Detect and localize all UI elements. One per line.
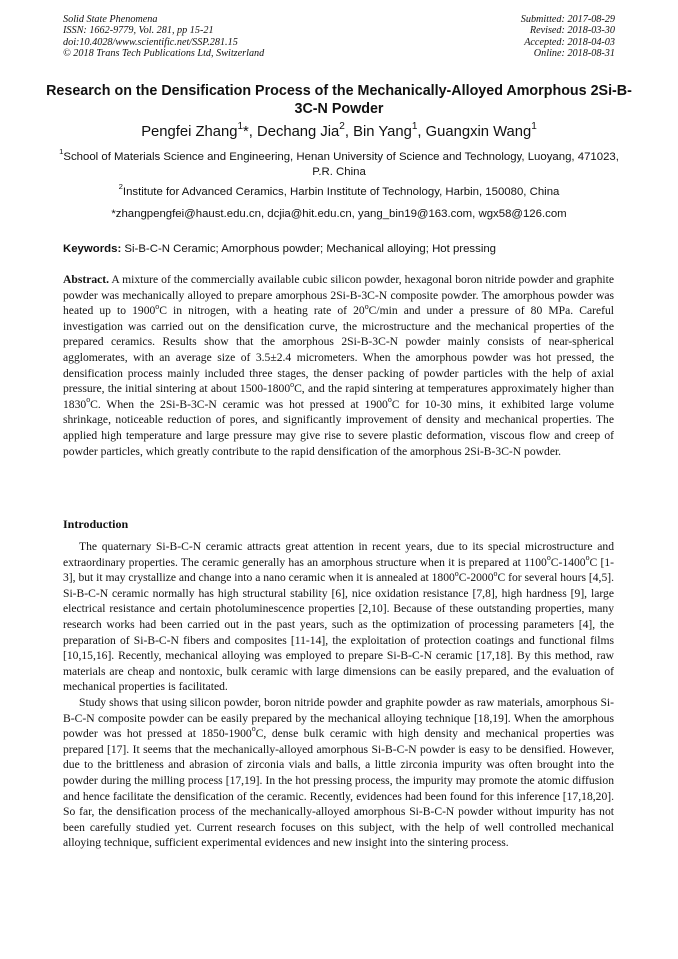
author-list [40,123,638,141]
degree-mark: o [364,301,369,311]
abstract [63,272,614,459]
journal-name: Solid State Phenomena [63,14,158,25]
author-name: Bin Yang [353,124,412,140]
abstract-text: C in nitrogen, with a heating rate of 20 [159,304,365,318]
paragraph-text: C for several hours [4,5]. Si-B-C-N ceramic normally has high structural stability [6], nice oxidation resistance [7,8], high hardness [9], large electrical resistance and certain photoluminescence properties [2,10]. Because of these outstanding properties, many research works had been carried out in the past years, such as the optimization of processing parameters [4], the preparation of Si-B-C-N fibers and composites [11-14], the exploitation of protection coatings and functional films [10,15,16]. Recently, mechanical alloying was employed to prepare Si-B-C-N ceramic [17,18]. By this method, raw materials are cheap and nontoxic, bulk ceramic with large dimensions can be easily prepared, and the evaluation of mechanical properties is facilitated. [63,571,615,694]
paragraph-text: C-1400 [550,555,586,569]
submission-dates [521,14,615,60]
degree-mark: o [585,552,590,562]
abstract-label: Abstract. [63,273,110,286]
author-name: Guangxin Wang [425,124,532,140]
author-separator: , [417,124,426,140]
submitted-date: Submitted: 2017-08-29 [520,14,615,25]
author-separator: , [344,124,354,140]
introduction-body [63,539,614,851]
keywords-label: Keywords: [63,243,122,255]
author-name: Dechang Jia [257,124,340,140]
degree-mark: o [454,568,459,578]
author-name: Pengfei Zhang [141,124,238,140]
abstract-text: C, and the rapid sintering at temperatures approximately higher than 1830 [63,382,614,411]
degree-mark: o [251,724,256,734]
accepted-date: Accepted: 2018-04-03 [524,36,615,48]
revised-date: Revised: 2018-03-30 [529,25,615,37]
degree-mark: o [155,301,160,311]
online-date: Online: 2018-08-31 [533,48,615,60]
introduction-heading: Introduction [63,517,129,531]
doi-line: doi:10.4028/www.scientific.net/SSP.281.15 [63,36,238,48]
author-affiliation-mark: 1 [531,121,537,133]
degree-mark: o [387,395,392,405]
author-affiliation-mark: 1 [411,121,418,133]
affiliation-text: School of Materials Science and Engineering, Henan University of Science and Technology, Luoyang, 471023, P.R. China [63,151,619,179]
author-separator: *, [243,124,258,140]
intro-paragraph-1 [63,539,614,695]
author-affiliation-mark: 1 [237,121,244,133]
author-emails: *zhangpengfei@haust.edu.cn, dcjia@hit.edu.cn, yang_bin19@163.com, wgx58@126.com [111,208,567,220]
paragraph-text: C [1-3], but it may crystallize and change into a nano ceramic when it is annealed at 1800 [63,555,614,585]
paper-title: Research on the Densification Process of the Mechanically-Alloyed Amorphous 2Si-B-3C-N Powder [46,83,632,117]
keywords-line [63,242,615,257]
copyright-line: © 2018 Trans Tech Publications Ltd, Switzerland [63,48,265,60]
paragraph-text: C, dense bulk ceramic with high density and mechanical properties was prepared [17]. It seems that the mechanically-alloyed amorphous Si-B-C-N powder is easy to be densified. However, due to the brittleness and abrasion of zirconia vials and balls, a little zirconia impurity was often brought into the powder during the milling process [17,19]. In the hot pressing process, the impurity may promote the atomic diffusion and hence facilitate the densification of the ceramic. Recently, evidences had been found for this inference [17,18,20]. So far, the densification process of the mechanically-alloyed amorphous Si-B-C-N powder without impurity has not been carefully studied yet. Current research focuses on this subject, with the help of well controlled mechanical alloying technique, sufficient experimental evidences and new insight into the sintering process. [63,727,615,850]
intro-paragraph-2 [63,695,614,851]
paragraph-text: The quaternary Si-B-C-N ceramic attracts great attention in recent years, due to its special microstructure and extraordinary properties. The ceramic generally has an amorphous structure when it is prepared at 1100 [63,540,614,569]
paragraph-text: Study shows that using silicon powder, boron nitride powder and graphite powder as raw materials, amorphous Si-B-C-N composite powder can be easily prepared by the mechanical alloying technique [18,19]. When the amorphous powder was hot pressed at 1850-1900 [63,695,614,741]
abstract-text: C. When the 2Si-B-3C-N ceramic was hot pressed at 1900 [90,397,388,411]
journal-info [63,14,264,60]
affiliation-mark: 1 [59,147,64,157]
issn-line: ISSN: 1662-9779, Vol. 281, pp 15-21 [63,25,214,37]
abstract-text: C for 10-30 mins, it exhibited large volume shrinkage, noticeable reduction of pores, and significantly improvement of density and mechanical properties. The applied high temperature and large pressure may give rise to severe plastic deformation, viscous flow and creep of powder particles, which greatly contribute to the rapid densification of the amorphous 2Si-B-3C-N powder. [63,397,615,458]
affiliation-2 [50,182,628,200]
abstract-text: A mixture of the commercially available cubic silicon powder, hexagonal boron nitride powder and graphite powder was mechanically alloyed to prepare amorphous 2Si-B-3C-N composite powder. The amorphous powder was heated up to 1900 [63,273,614,318]
keywords-text: Si-B-C-N Ceramic; Amorphous powder; Mechanical alloying; Hot pressing [124,243,497,255]
abstract-text: C/min and under a pressure of 80 MPa. Careful investigation was carried out on the densification curve, the microstructure and the mechanical properties of the prepared ceramics. Results show that the amorphous 2Si-B-3C-N powder mainly consists of near-spherical agglomerates, with an average size of 3.5±2.4 micrometers. When the amorphous powder was hot pressed, the densification process mainly included three stages, the denser packing of powder particles with the help of axial pressure, the initial sintering at about 1500-1800 [63,304,614,396]
degree-mark: o [290,379,295,389]
degree-mark: o [546,552,551,562]
affiliation-mark: 2 [118,182,123,192]
author-affiliation-mark: 2 [339,121,345,133]
degree-mark: o [493,568,498,578]
affiliation-text: Institute for Advanced Ceramics, Harbin Institute of Technology, Harbin, 150080, China [122,186,560,198]
paragraph-text: C-2000 [458,571,494,585]
degree-mark: o [86,395,91,405]
affiliation-1 [50,147,628,181]
